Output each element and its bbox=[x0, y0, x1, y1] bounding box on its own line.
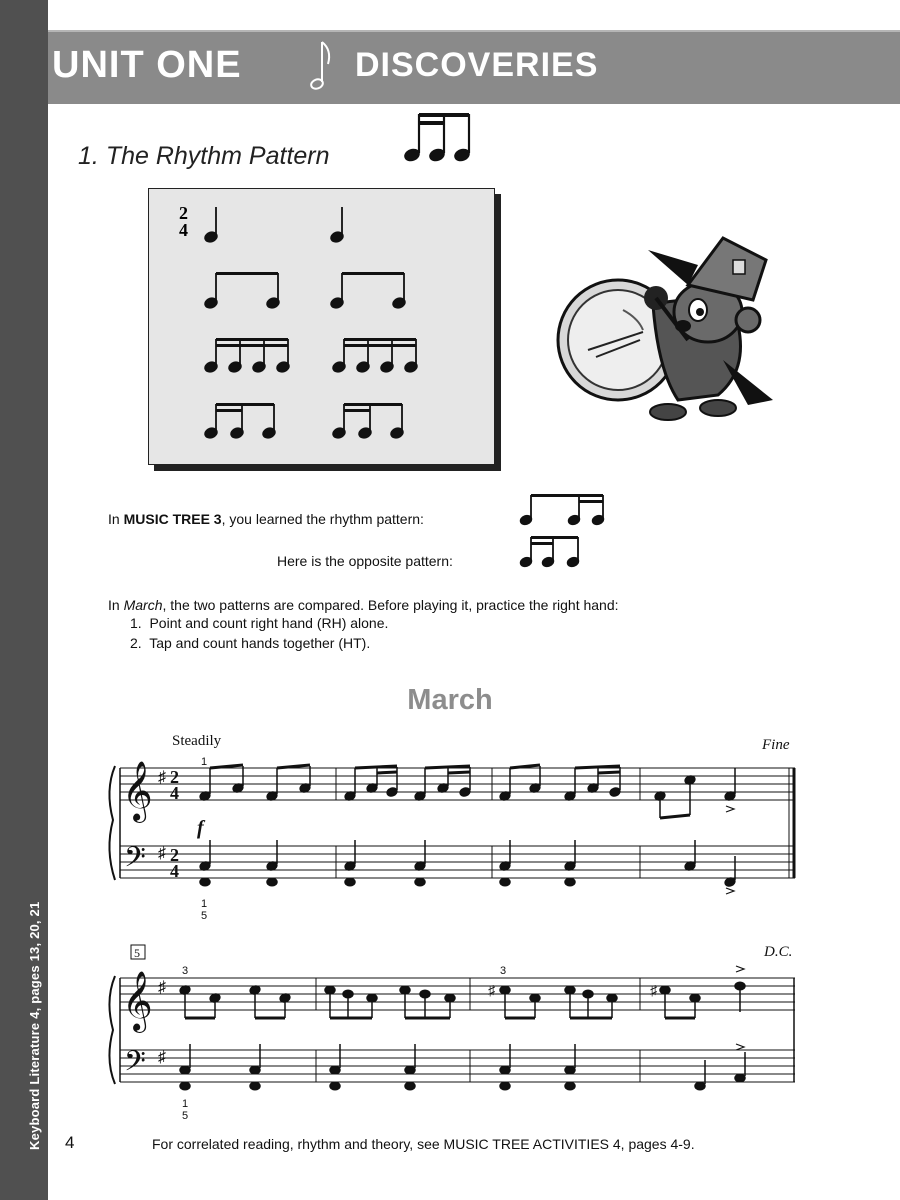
tempo-marking: Steadily bbox=[172, 733, 222, 749]
instruction-item-1: 1. Point and count right hand (RH) alone. bbox=[130, 615, 389, 631]
bass-clef-1: 𝄢 bbox=[124, 843, 146, 880]
measure-number: 5 bbox=[134, 946, 140, 960]
fingering-4: 3 bbox=[182, 965, 189, 977]
side-strip-label: Keyboard Literature 4, pages 13, 20, 21 bbox=[27, 901, 42, 1150]
system-2-bass-staff bbox=[120, 1050, 795, 1082]
footer-note: For correlated reading, rhythm and theory, see MUSIC TREE ACTIVITIES 4, pages 4-9. bbox=[152, 1136, 695, 1152]
music-tree-3-ref: MUSIC TREE 3 bbox=[123, 511, 222, 527]
ts-top-treble: 2 bbox=[170, 767, 179, 787]
treble-clef-1: 𝄞 bbox=[122, 763, 153, 820]
time-sig-top: 2 bbox=[179, 203, 188, 223]
svg-text:♯: ♯ bbox=[488, 984, 495, 999]
intro-line-2: Here is the opposite pattern: bbox=[277, 553, 453, 569]
fingering-7: 5 bbox=[182, 1110, 189, 1122]
section-header-title: DISCOVERIES bbox=[355, 46, 599, 84]
fingering-6: 1 bbox=[182, 1098, 189, 1110]
instructions-paragraph: In March, the two patterns are compared. Before playing it, practice the right hand: bbox=[108, 597, 619, 613]
fingering-1: 1 bbox=[201, 756, 208, 768]
intro-line-1: In MUSIC TREE 3, you learned the rhythm pattern: bbox=[108, 511, 424, 527]
dynamic-forte: f bbox=[197, 817, 204, 839]
key-sharp-1: ♯ bbox=[158, 769, 166, 786]
section-number: 1. bbox=[78, 142, 99, 170]
dc-marking: D.C. bbox=[764, 944, 793, 960]
key-sharp-4: ♯ bbox=[158, 1049, 166, 1066]
section-title: The Rhythm Pattern bbox=[105, 142, 330, 170]
ts-top-bass: 2 bbox=[170, 845, 179, 865]
unit-title: UNIT ONE bbox=[52, 44, 242, 86]
key-sharp-3: ♯ bbox=[158, 979, 166, 996]
system-1-bass-staff bbox=[120, 846, 795, 878]
fingering-3: 5 bbox=[201, 910, 208, 922]
treble-clef-2: 𝄞 bbox=[122, 973, 153, 1030]
time-sig-bottom: 4 bbox=[179, 220, 188, 240]
ts-bottom-treble: 4 bbox=[170, 783, 179, 803]
page-number: 4 bbox=[65, 1133, 75, 1152]
fingering-5: 3 bbox=[500, 965, 507, 977]
bass-clef-2: 𝄢 bbox=[124, 1047, 146, 1084]
fingering-2: 1 bbox=[201, 898, 208, 910]
fine-marking: Fine bbox=[762, 737, 790, 753]
march-ref: March bbox=[123, 597, 163, 613]
key-sharp-2: ♯ bbox=[158, 845, 166, 862]
ts-bottom-bass: 4 bbox=[170, 861, 179, 881]
svg-text:♯: ♯ bbox=[650, 984, 657, 999]
piece-title: March bbox=[407, 684, 493, 716]
system-1-notes bbox=[199, 765, 736, 887]
instruction-item-2: 2. Tap and count hands together (HT). bbox=[130, 635, 371, 651]
